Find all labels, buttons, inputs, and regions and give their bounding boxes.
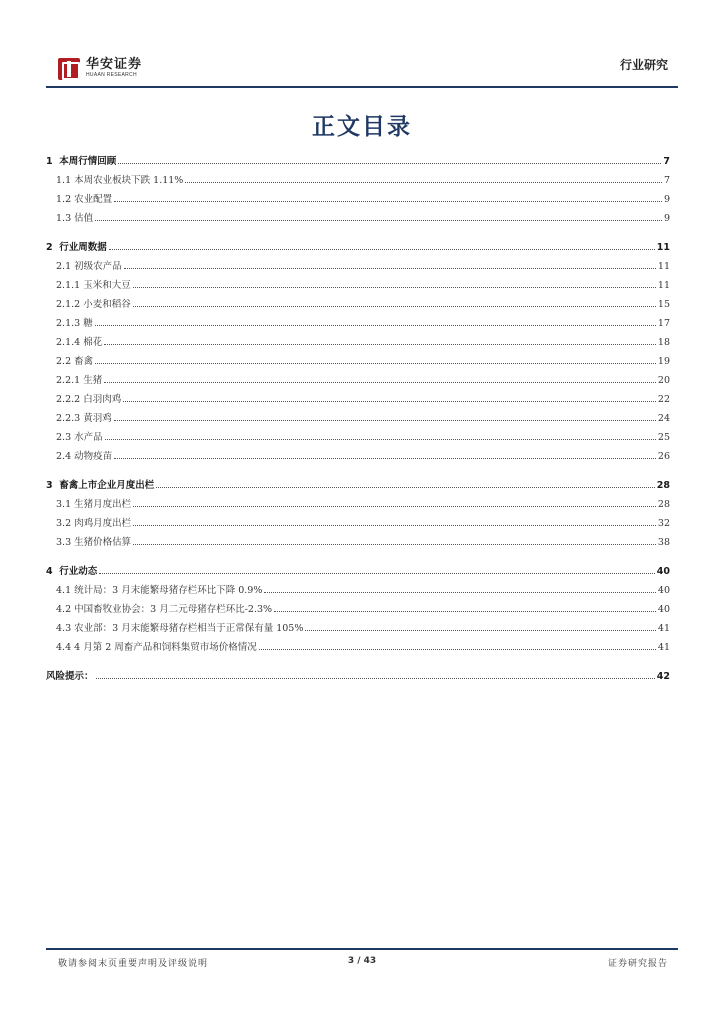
toc-entry-label: 3.3 生猪价格估算 [56, 537, 132, 548]
toc-entry-label: 2.2 畜禽 [56, 356, 94, 367]
toc-entry-label: 3 畜禽上市企业月度出栏 [46, 480, 155, 491]
toc-dot-leader [95, 325, 656, 326]
toc-entry-label: 2.2.1 生猪 [56, 375, 103, 386]
toc-subsection-entry[interactable] [46, 409, 670, 428]
toc-entry-label: 1.2 农业配置 [56, 194, 113, 205]
page-header [46, 52, 678, 88]
toc-subsection-entry[interactable] [46, 276, 670, 295]
toc-entry-label: 3.1 生猪月度出栏 [56, 499, 132, 510]
toc-entry-page: 11 [656, 242, 670, 253]
toc-dot-leader [99, 573, 655, 574]
toc-entry-label: 2.2.2 白羽肉鸡 [56, 394, 122, 405]
toc-entry-label: 4.1 统计局：3 月末能繁母猪存栏环比下降 0.9% [56, 585, 263, 596]
toc-section-entry[interactable] [46, 476, 670, 495]
toc-section-entry[interactable] [46, 238, 670, 257]
page-footer [46, 948, 678, 976]
page-title: 正文目录 [312, 114, 412, 140]
report-type: 证券研究报告 [607, 959, 668, 969]
toc-section-entry[interactable] [46, 562, 670, 581]
toc-dot-leader [133, 287, 656, 288]
toc-entry-label: 1 本周行情回顾 [46, 156, 117, 167]
header-divider [46, 86, 678, 88]
toc-entry-label: 4.2 中国畜牧业协会：3 月二元母猪存栏环比-2.3% [56, 604, 273, 615]
toc-dot-leader [109, 249, 655, 250]
toc-entry-page: 17 [657, 318, 670, 329]
toc-subsection-entry[interactable] [46, 314, 670, 333]
toc-entry-page: 28 [656, 480, 670, 491]
toc-dot-leader [156, 487, 655, 488]
toc-dot-leader [105, 439, 656, 440]
toc-entry-page: 38 [657, 537, 670, 548]
toc-dot-leader [274, 611, 656, 612]
toc-dot-leader [124, 268, 656, 269]
toc-entry-page: 26 [657, 451, 670, 462]
toc-subsection-entry[interactable] [46, 209, 670, 228]
toc-entry-page: 40 [657, 604, 670, 615]
toc-dot-leader [114, 420, 656, 421]
toc-entry-page: 15 [657, 299, 670, 310]
toc-dot-leader [114, 201, 662, 202]
toc-subsection-entry[interactable] [46, 514, 670, 533]
toc-entry-label: 2.2.3 黄羽鸡 [56, 413, 112, 424]
toc-dot-leader [118, 163, 661, 164]
toc-entry-page: 18 [657, 337, 670, 348]
toc-entry-label: 4.4 4 月第 2 周畜产品和饲料集贸市场价格情况 [56, 642, 257, 653]
toc-entry-page: 41 [657, 623, 670, 634]
toc-dot-leader [95, 220, 662, 221]
footer-divider [46, 948, 678, 950]
toc-entry-page: 7 [663, 156, 670, 167]
toc-dot-leader [104, 382, 656, 383]
toc-subsection-entry[interactable] [46, 447, 670, 466]
toc-dot-leader [123, 401, 656, 402]
toc-subsection-entry[interactable] [46, 295, 670, 314]
toc-section-entry[interactable] [46, 152, 670, 171]
toc-entry-page: 24 [657, 413, 670, 424]
toc-dot-leader [133, 544, 656, 545]
toc-entry-page: 9 [663, 194, 670, 205]
toc-entry-label: 3.2 肉鸡月度出栏 [56, 518, 132, 529]
logo-seal-icon [58, 58, 80, 80]
toc-subsection-entry[interactable] [46, 533, 670, 552]
toc-subsection-entry[interactable] [46, 190, 670, 209]
toc-dot-leader [185, 182, 662, 183]
toc-subsection-entry[interactable] [46, 390, 670, 409]
toc-entry-page: 7 [663, 175, 670, 186]
toc-subsection-entry[interactable] [46, 428, 670, 447]
toc-entry-label: 4 行业动态 [46, 566, 98, 577]
toc-subsection-entry[interactable] [46, 638, 670, 657]
toc-entry-label: 2 行业周数据 [46, 242, 107, 253]
toc-entry-page: 19 [657, 356, 670, 367]
page-number: 3 / 43 [347, 956, 377, 966]
toc-section-entry[interactable] [46, 667, 670, 686]
toc-entry-page: 32 [657, 518, 670, 529]
toc-dot-leader [104, 344, 656, 345]
report-category: 行业研究 [619, 58, 668, 72]
toc-dot-leader [133, 506, 656, 507]
toc-dot-leader [96, 678, 655, 679]
logo-chinese-name: 华安证券 [86, 57, 143, 72]
toc-subsection-entry[interactable] [46, 352, 670, 371]
toc-subsection-entry[interactable] [46, 371, 670, 390]
toc-subsection-entry[interactable] [46, 495, 670, 514]
toc-subsection-entry[interactable] [46, 333, 670, 352]
toc-dot-leader [264, 592, 656, 593]
toc-entry-label: 2.1 初级农产品 [56, 261, 122, 272]
toc-entry-label: 风险提示： [46, 671, 94, 682]
toc-entry-page: 28 [657, 499, 670, 510]
toc-entry-label: 2.4 动物疫苗 [56, 451, 113, 462]
toc-entry-label: 2.1.3 糖 [56, 318, 93, 329]
toc-entry-label: 2.3 水产品 [56, 432, 103, 443]
toc-entry-page: 25 [657, 432, 670, 443]
toc-entry-label: 1.1 本周农业板块下跌 1.11% [56, 175, 184, 186]
toc-entry-page: 20 [657, 375, 670, 386]
toc-dot-leader [259, 649, 656, 650]
toc-entry-page: 11 [657, 280, 670, 291]
toc-subsection-entry[interactable] [46, 171, 670, 190]
toc-entry-label: 2.1.2 小麦和稻谷 [56, 299, 131, 310]
toc-dot-leader [133, 306, 656, 307]
toc-entry-page: 9 [663, 213, 670, 224]
toc-dot-leader [114, 458, 656, 459]
toc-entry-label: 2.1.1 玉米和大豆 [56, 280, 131, 291]
toc-entry-page: 40 [656, 566, 670, 577]
toc-entry-page: 41 [657, 642, 670, 653]
toc-dot-leader [133, 525, 656, 526]
company-logo [58, 58, 142, 80]
toc-subsection-entry[interactable] [46, 581, 670, 600]
toc-subsection-entry[interactable] [46, 600, 670, 619]
toc-entry-page: 42 [656, 671, 670, 682]
toc-dot-leader [305, 630, 656, 631]
toc-dot-leader [95, 363, 656, 364]
toc-entry-label: 4.3 农业部：3 月末能繁母猪存栏相当于正常保有量 105% [56, 623, 304, 634]
toc-entry-page: 40 [657, 585, 670, 596]
toc-subsection-entry[interactable] [46, 619, 670, 638]
toc-entry-label: 1.3 估值 [56, 213, 94, 224]
table-of-contents [46, 152, 670, 686]
logo-english-name: HUAAN RESEARCH [86, 72, 137, 78]
toc-entry-page: 22 [657, 394, 670, 405]
toc-subsection-entry[interactable] [46, 257, 670, 276]
toc-entry-label: 2.1.4 棉花 [56, 337, 103, 348]
disclaimer-note: 敬请参阅末页重要声明及评级说明 [58, 959, 209, 969]
toc-entry-page: 11 [657, 261, 670, 272]
